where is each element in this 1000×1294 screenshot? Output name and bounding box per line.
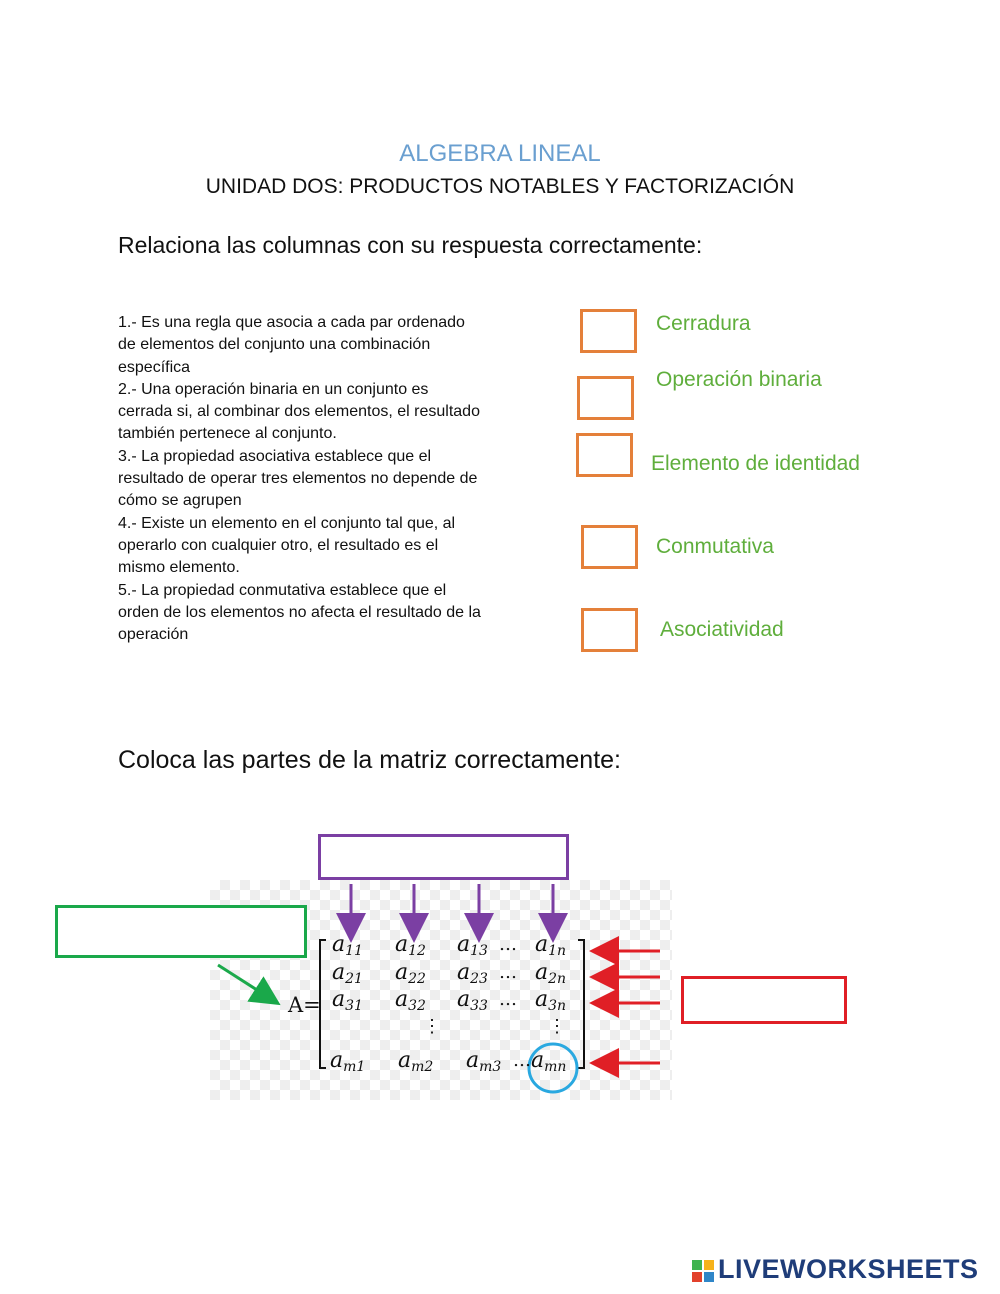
section2-instruction: Coloca las partes de la matriz correctamente: [118, 746, 621, 774]
matrix-element: $a_{m2}$ [398, 1048, 434, 1075]
matrix-element: $a_{32}$ [395, 987, 426, 1014]
matrix-hdots: … [499, 989, 517, 1010]
option-operacion-binaria: Operación binaria [656, 368, 822, 391]
matrix-element: $a_{11}$ [332, 932, 363, 959]
matrix-label: A= [288, 993, 321, 1017]
matrix-element: $a_{21}$ [332, 960, 363, 987]
matrix-element: $a_{22}$ [395, 960, 426, 987]
logo-text: LIVEWORKSHEETS [718, 1254, 979, 1284]
statement-2: 2.- Una operación binaria en un conjunto es cerrada si, al combinar dos elementos, el resultado también pertenece al conjunto. [118, 380, 480, 443]
matrix-element: $a_{2n}$ [535, 960, 567, 987]
section1-instruction: Relaciona las columnas con su respuesta correctamente: [118, 232, 703, 258]
matrix-element-circled: $a_{mn}$ [531, 1048, 567, 1075]
matrix-hdots: … [499, 962, 517, 983]
matrix-element: $a_{1n}$ [535, 932, 567, 959]
option-asociatividad: Asociatividad [660, 618, 784, 641]
matrix-element: $a_{m1}$ [330, 1048, 366, 1075]
matrix-hdots: … [513, 1050, 531, 1071]
statement-1: 1.- Es una regla que asocia a cada par ordenado de elementos del conjunto una combinación específica [118, 314, 465, 376]
statement-3: 3.- La propiedad asociativa establece que el resultado de operar tres elementos no depende de cómo se agrupen [118, 447, 478, 510]
matrix-element: $a_{m3}$ [466, 1048, 502, 1075]
matrix-vdots: ⋮ [548, 1016, 566, 1037]
statement-5: 5.- La propiedad conmutativa establece que el orden de los elementos no afecta el resultado de la operación [118, 581, 481, 644]
matrix-element: $a_{12}$ [395, 932, 426, 959]
matrix-vdots: ⋮ [423, 1016, 441, 1037]
liveworksheets-logo [692, 1254, 979, 1285]
option-conmutativa: Conmutativa [656, 535, 774, 558]
matrix-element: $a_{31}$ [332, 987, 363, 1014]
page-subtitle: UNIDAD DOS: PRODUCTOS NOTABLES Y FACTORIZACIÓN [205, 175, 795, 198]
matrix-hdots: … [499, 934, 517, 955]
matrix-element: $a_{13}$ [457, 932, 488, 959]
page-title: ALGEBRA LINEAL [399, 140, 601, 167]
matrix-element: $a_{33}$ [457, 987, 488, 1014]
option-cerradura: Cerradura [656, 312, 751, 335]
statement-4: 4.- Existe un elemento en el conjunto tal que, al operarlo con cualquier otro, el resultado es el mismo elemento. [118, 514, 456, 577]
name-arrow [218, 965, 268, 997]
liveworksheets-logo-icon [692, 1260, 714, 1282]
option-elemento-identidad: Elemento de identidad [651, 452, 860, 475]
matrix-element: $a_{3n}$ [535, 987, 567, 1014]
column-arrows [351, 884, 553, 928]
matrix-element: $a_{23}$ [457, 960, 488, 987]
row-arrows [604, 951, 660, 1063]
